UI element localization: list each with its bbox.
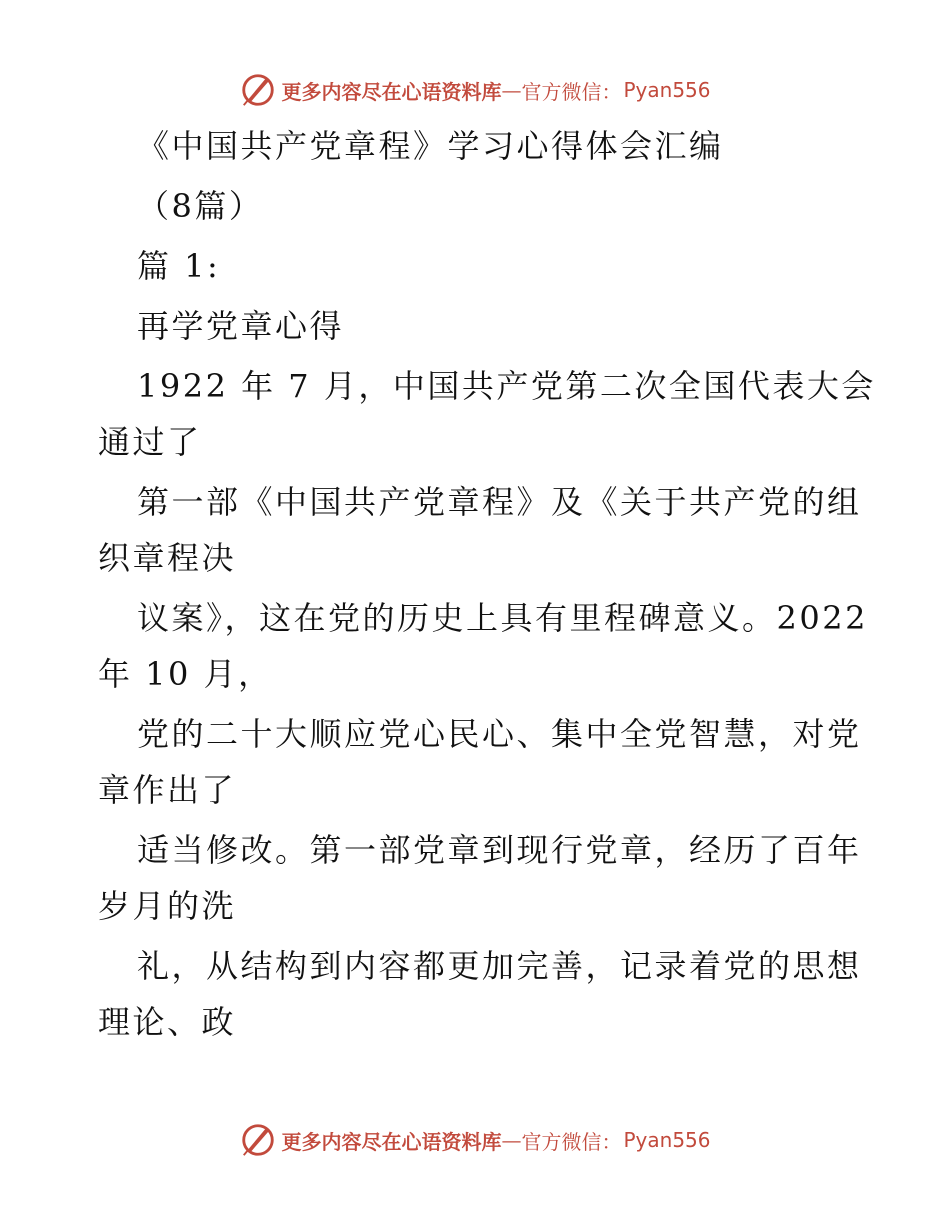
watermark-brand: 更多内容尽在心语资料库 [281,1129,502,1154]
text-line: 礼，从结构到内容都更加完善，记录着党的思想 [137,947,862,985]
document-subtitle: （8篇） [137,187,264,225]
footer-watermark [0,1118,950,1162]
text-line: 再学党章心得 [137,307,345,345]
document-title: 《中国共产党章程》学习心得体会汇编 [137,127,724,165]
watermark-separator: — [501,78,522,102]
text-line: 1922 年 7 月，中国共产党第二次全国代表大会 [137,367,876,405]
header-watermark [0,68,950,112]
text-line: 年 10 月， [98,655,273,693]
text-line: 党的二十大顺应党心民心、集中全党智慧，对党 [137,715,862,753]
text-line: 适当修改。第一部党章到现行党章，经历了百年 [137,831,862,869]
text-line: 理论、政 [98,1003,237,1041]
quill-circle-logo-icon [239,71,277,109]
watermark-contact-label: 官方微信： [521,1129,622,1154]
text-line: 议案》，这在党的历史上具有里程碑意义。2022 [137,599,868,637]
watermark-contact-label: 官方微信： [521,79,622,104]
text-line: 岁月的洗 [98,887,237,925]
text-line: 篇 1: [137,247,221,285]
text-line: 第一部《中国共产党章程》及《关于共产党的组 [137,483,862,521]
quill-circle-logo-icon [239,1121,277,1159]
text-line: 织章程决 [98,539,237,577]
watermark-contact-id: Pyan556 [623,78,711,102]
watermark-separator: — [501,1128,522,1152]
text-line: 通过了 [98,423,202,461]
text-line: 章作出了 [98,771,237,809]
watermark-contact-id: Pyan556 [623,1128,711,1152]
watermark-brand: 更多内容尽在心语资料库 [281,79,502,104]
